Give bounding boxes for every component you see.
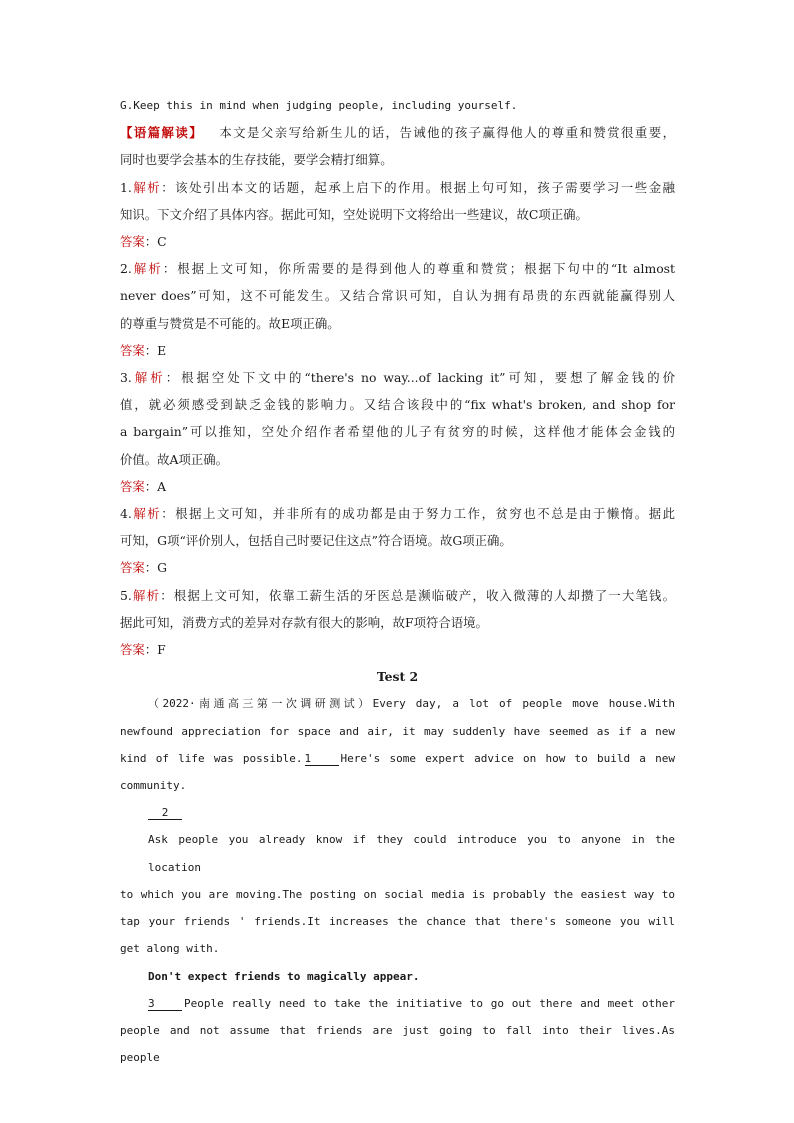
answer-label: 答案 [120,478,145,494]
analysis-1-line-1 [120,174,675,201]
analysis-3-line-1 [120,364,675,391]
answer-3 [120,473,675,500]
item-number: 1. [120,179,132,195]
item-number: 2. [120,261,132,277]
answer-value: ：G [144,560,168,576]
analysis-2-line-1 [120,255,675,282]
test2-p3-line-1 [120,990,675,1017]
answer-5 [120,636,675,663]
page-content [120,92,675,1071]
blank-1: 1 [305,752,339,766]
analysis-text: ：该处引出本文的话题，起承上启下的作用。根据上句可知，孩子需要学习一些金融 [161,179,676,195]
analysis-4-line-2: 可知，G项“评价别人，包括自己时要记住这点”符合语境。故G项正确。 [120,533,512,549]
p1-text-after-blank: Here's some expert advice on how to build a new [340,751,676,765]
test2-p2-line-4: get along with. [120,942,220,956]
p3-text-after-blank: People really need to take the initiative to go out there and meet other [184,996,675,1010]
blank-3: 3 [148,997,182,1011]
item-number: 3. [120,370,132,386]
test2-p2-line-2: to which you are moving.The posting on social media is probably the easiest way to [120,887,675,901]
answer-value: ：A [144,478,167,494]
answer-value: ：E [144,342,167,358]
analysis-3-line-2: 值，就必须感受到缺乏金钱的影响力。又结合该段中的“fix what's broken, and shop for [120,397,675,413]
option-g: G.Keep this in mind when judging people, including yourself. [120,99,518,112]
test2-p2-line-1: Ask people you already know if they could introduce you to anyone in the location [148,833,675,874]
reading-line-2: 同时也要学会基本的生存技能，要学会精打细算。 [120,152,393,168]
analysis-text: ：根据上文可知，依靠工薪生活的牙医总是濒临破产，收入微薄的人却攒了一大笔钱。 [160,587,676,603]
blank-2-line [120,799,675,826]
test2-p1-line-4: community. [120,779,187,793]
analysis-label: 解析 [131,506,162,522]
answer-1 [120,228,675,255]
analysis-5-line-2: 据此可知，消费方式的差异对存款有很大的影响，故F项符合语境。 [120,614,488,630]
answer-label: 答案 [120,342,145,358]
analysis-3-line-3: a bargain”可以推知，空处介绍作者希望他的儿子有贫穷的时候，这样他才能体会金钱的 [120,424,675,440]
reading-line-1 [120,119,675,146]
answer-4 [120,554,675,581]
item-number: 5. [120,587,132,603]
analysis-5-line-1 [120,582,675,609]
analysis-1-line-2: 知识。下文介绍了具体内容。据此可知，空处说明下文将给出一些建议，故C项正确。 [120,206,588,222]
answer-label: 答案 [120,642,145,658]
analysis-label: 解析 [131,261,163,277]
analysis-2-line-2: never does”可知，这不可能发生。又结合常识可知，自认为拥有昂贵的东西就能赢得别人 [120,288,675,304]
test2-p1-line-3 [120,745,675,772]
answer-2 [120,337,675,364]
analysis-3-line-4: 价值。故A项正确。 [120,451,229,467]
answer-label: 答案 [120,234,145,250]
answer-label: 答案 [120,560,145,576]
reading-label: 【语篇解读】 [120,125,204,141]
blank-2: 2 [148,806,182,820]
analysis-2-line-3: 的尊重与赞赏是不可能的。故E项正确。 [120,315,340,331]
test2-p2-line-3: tap your friends ' friends.It increases the chance that there's someone you will [120,915,675,929]
answer-value: ：C [144,234,167,250]
analysis-label: 解析 [131,587,161,603]
reading-text-1: 本文是父亲写给新生儿的话，告诫他的孩子赢得他人的尊重和赞赏很重要， [219,125,675,141]
analysis-text: ：根据空处下文中的“there's no way...of lacking it”可知，要想了解金钱的价 [165,370,676,386]
test2-heading: Don't expect friends to magically appear. [148,969,420,983]
analysis-label: 解析 [131,370,166,386]
test2-p1-line-1: （2022·南通高三第一次调研测试）Every day, a lot of people move house.With [148,697,675,711]
test2-p3-line-2: people and not assume that friends are just going to fall into their lives.As people [120,1023,675,1065]
analysis-4-line-1 [120,500,675,527]
test2-p1-line-2: newfound appreciation for space and air, it may suddenly have seemed as if a new [120,724,675,738]
analysis-text: ：根据上文可知，并非所有的成功都是由于努力工作，贫穷也不总是由于懒惰。据此 [161,506,676,522]
item-number: 4. [120,506,132,522]
test-title: Test 2 [376,669,419,685]
p1-text-before-blank: kind of life was possible. [120,751,303,765]
analysis-label: 解析 [131,179,162,195]
answer-value: ：F [144,642,166,658]
analysis-text: ：根据上文可知，你所需要的是得到他人的尊重和赞赏；根据下句中的“It almost [162,261,676,277]
